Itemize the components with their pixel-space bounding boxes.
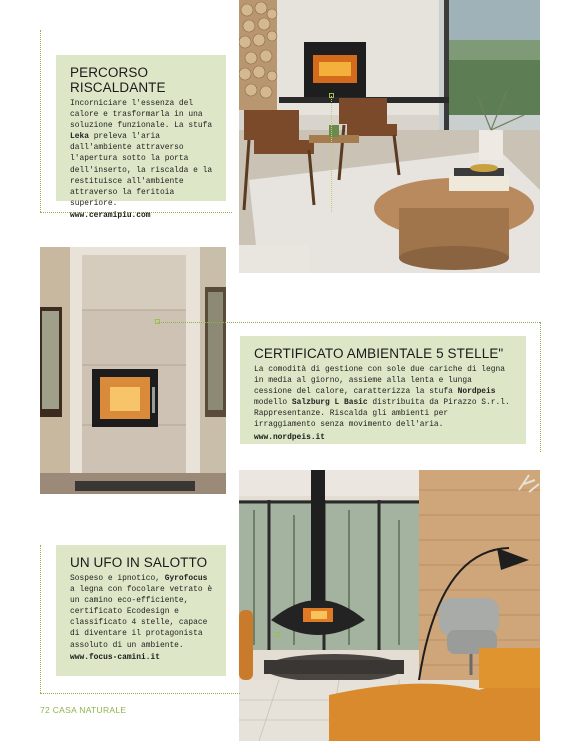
dotted-line-1-vertical <box>40 30 41 212</box>
dotted-line-3-horizontal <box>40 693 240 694</box>
product-name: Salzburg L Basic <box>291 398 368 408</box>
page-number: 72 <box>40 705 51 715</box>
caption-title: CERTIFICATO AMBIENTALE 5 STELLE" <box>254 346 504 361</box>
website-link[interactable]: www.ceramipiu.com <box>70 210 151 220</box>
callout-marker-3 <box>275 632 280 637</box>
magazine-name: CASA NATURALE <box>52 705 127 715</box>
page-footer <box>40 705 126 715</box>
caption-body <box>70 573 214 651</box>
product-name: Leka <box>70 132 89 142</box>
caption-title: UN UFO IN SALOTTO <box>70 555 208 570</box>
nordpeis-stove-photo <box>40 247 226 494</box>
caption-title: PERCORSO RISCALDANTE <box>70 65 166 95</box>
callout-marker-2 <box>155 319 160 324</box>
brand-name: Nordpeis <box>457 387 496 397</box>
caption-text: preleva l'aria dall'ambiente attraverso l'apertura sotto la porta dell'inserto, la riscalda e la restituisce all'ambiente attraverso la feritoia superiore. <box>70 132 213 208</box>
caption-text: Sospeso e ipnotico, <box>70 574 165 583</box>
website-link[interactable]: www.focus-camini.it <box>70 652 160 662</box>
caption-body <box>70 98 214 209</box>
caption-text: distribuita da Pirazzo S.r.l. Rappresentanze. Riscalda gli ambienti per irraggiamento senza movimento dell'aria. <box>254 398 510 430</box>
caption-box-ufo <box>56 545 226 676</box>
dotted-line-2-horizontal <box>158 322 540 323</box>
living-room-leka-photo <box>239 0 540 273</box>
caption-box-certificato <box>240 336 526 444</box>
dotted-line-3-vertical <box>40 545 41 693</box>
product-name: Gyrofocus <box>164 574 208 583</box>
gyrofocus-photo <box>239 470 540 741</box>
caption-text: a legna con focolare vetrato è un camino eco-efficiente, certificato Ecodesign e classificato 4 stelle, capace di diventare il protagonista assoluto di un ambiente. <box>70 585 213 650</box>
caption-text: Incorniciare l'essenza del calore e trasformarla in una soluzione funzionale. La stufa <box>70 99 213 131</box>
caption-box-percorso <box>56 55 226 220</box>
website-link[interactable]: www.nordpeis.it <box>254 432 326 442</box>
callout-marker-1 <box>329 93 334 98</box>
caption-text: La comodità di gestione con sole due cariche di legna in media al giorno, assieme alla lenta e lunga cessione del calore, caratterizza la stufa <box>254 365 505 397</box>
dotted-line-2-vertical <box>540 322 541 452</box>
dotted-line-1-connector <box>331 96 332 212</box>
caption-text: modello <box>254 398 292 408</box>
caption-body <box>254 364 514 431</box>
